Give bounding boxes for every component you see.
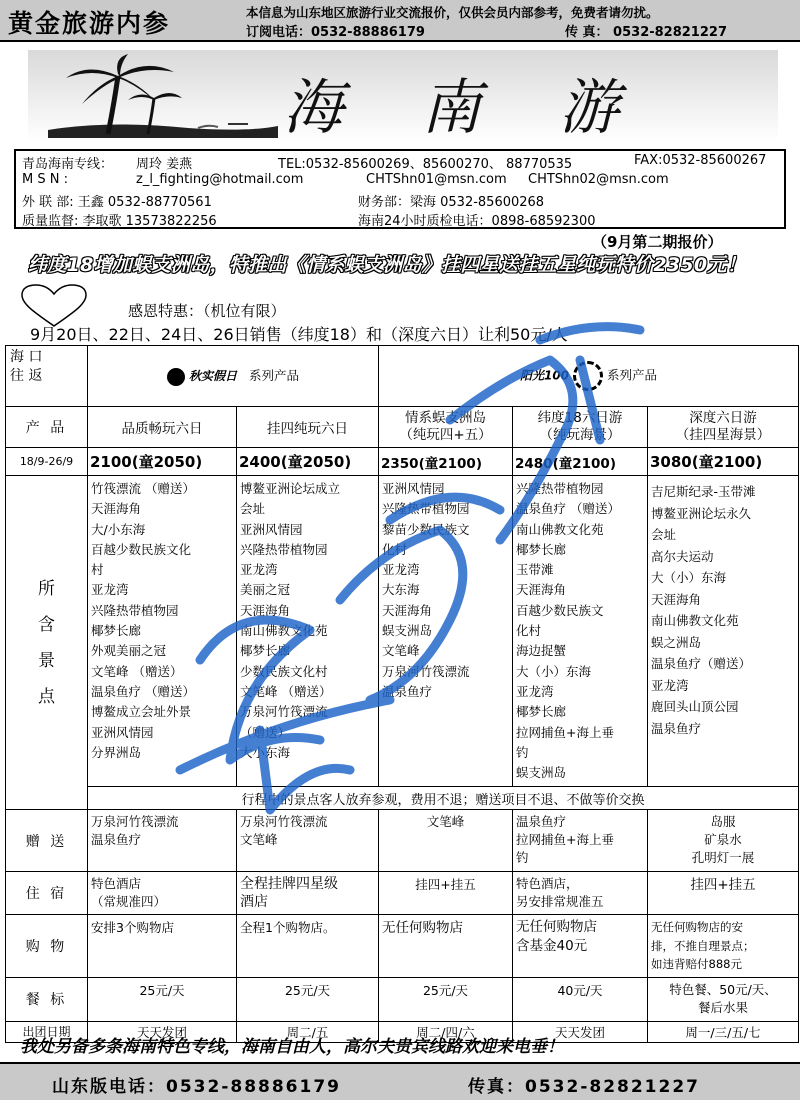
list-item: 文笔峰 （赠送） [240,683,332,699]
list-item: 亚洲风情园 [240,521,303,537]
list-item: 博鳌亚洲论坛永久 [651,505,752,521]
list-item: 特色酒店， [516,876,579,892]
list-item: 特色酒店 [91,876,142,892]
list-item: 安排3个购物店 [91,920,174,936]
spots-row [6,476,799,787]
list-item: 大东海 [382,582,420,598]
depart-cell: 周一/三/五/七 [648,1021,799,1042]
product-label: 产 品 [6,407,88,448]
list-item: 天涯海角 [240,602,291,618]
product-name: 挂四纯玩六日 [237,407,379,448]
spots-list [648,476,799,787]
msn-address-3[interactable]: CHTShn02@msn.com [528,172,669,187]
gift-list [88,810,237,872]
list-item: 全程1个购物店。 [240,920,336,936]
list-item: 全程挂牌四星级 [240,876,338,893]
list-item: （常规准四） [91,894,167,910]
list-item: 亚龙湾 [651,677,689,693]
list-item: 拉网捕鱼+海上垂 [516,724,614,740]
list-item: 文笔峰 [426,814,465,830]
brand-title: 黄金旅游内参 [8,9,171,38]
list-item: 岛服 [710,814,736,830]
depart-label: 出团日期 [6,1021,88,1042]
list-item: 博鳌亚洲论坛成立 [240,481,341,496]
spots-list [88,476,237,787]
shop-list [237,915,379,978]
list-item: 温泉鱼疗 [382,683,433,699]
list-item: 天涯海角 [91,501,142,517]
gift-list [237,810,379,872]
contact-fax: FAX:0532-85600267 [634,153,767,168]
list-item: 文笔峰 [382,643,420,659]
price-table [5,345,799,1043]
list-item: 南山佛教文化苑 [516,521,604,537]
list-item: 大小东海 [240,744,291,760]
spots-list [513,476,648,787]
list-item: 鹿回头山顶公园 [651,699,739,714]
contact-line-label: 青岛海南专线： [22,157,114,172]
list-item: 吉尼斯纪录-玉带滩 [651,484,756,499]
list-item: 椰梦长廊 [240,643,291,659]
footer-fax: 传真：0532-82821227 [468,1077,700,1097]
depart-cell: 周二/五 [237,1021,379,1042]
list-item: 玉带滩 [516,562,554,578]
list-item: 化村 [516,623,542,639]
list-item: 文笔峰 （赠送） [91,663,183,679]
list-item: 温泉鱼疗 （赠送） [516,501,620,517]
footer-slogan: 我处另备多条海南特色专线，海南自由人，高尔夫贵宾线路欢迎来电垂！ [20,1037,564,1057]
list-item: 拉网捕鱼+海上垂 [516,832,614,848]
shop-list [648,915,799,978]
list-item: 25元/天 [139,982,185,998]
list-item: 排，不推自理景点； [651,938,755,953]
spots-list [237,476,379,787]
list-item: 酒店 [240,894,268,911]
list-item: 高尔夫运动 [651,548,714,564]
list-item: 含基金40元 [516,938,588,955]
list-item: 百越少数民族文 [516,602,604,618]
spots-note: 行程中的景点客人放弃参观，费用不退；赠送项目不退、不做等价交换 [88,787,799,810]
list-item: 少数民族文化村 [240,663,328,679]
header-notice: 本信息为山东地区旅游行业交流报价，仅供会员内部参考，免费者请勿扰。 [246,5,659,20]
footer-bar [0,1062,800,1100]
price-cell: 2350(童2100) [379,448,513,476]
list-item: 博鳌成立会址外景 [91,704,192,720]
list-item: 竹筏漂流 （赠送） [91,481,195,496]
list-item: 椰梦长廊 [516,704,567,720]
list-item: 大（小）东海 [651,570,727,585]
contact-names: 周玲 姜燕 [136,157,193,172]
depart-cell: 天天发团 [513,1021,648,1042]
footer-phone: 山东版电话：0532-88886179 [52,1077,341,1097]
list-item: 美丽之冠 [240,582,291,598]
series-right-suffix: 系列产品 [607,367,658,383]
meal-list [648,977,799,1021]
list-item: 温泉鱼疗（赠送） [651,656,752,671]
spots-label-char: 景 [38,650,55,671]
meal-list [88,977,237,1021]
msn-address-1[interactable]: z_l_fighting@hotmail.com [136,172,304,187]
list-item: 温泉鱼疗 [516,814,567,830]
liaison-dept: 外 联 部: 王鑫 0532-88770561 [22,195,212,210]
gift-list [648,810,799,872]
header-strip [0,0,800,42]
list-item: 海边捉蟹 [516,643,567,659]
list-item: 万泉河竹筏漂流 [240,814,328,830]
banner-title: 海南游 [283,73,697,143]
list-item: 挂四+挂五 [415,877,476,893]
series-right [379,346,799,407]
product-name: 深度六日游 （挂四星海景） [648,407,799,448]
list-item: 大（小）东海 [516,663,592,679]
list-item: 万泉河竹筏漂流 [382,663,470,679]
contact-tel: TEL:0532-85600269、85600270、 88770535 [278,157,573,172]
spots-label [6,476,88,810]
list-item: 百越少数民族文化 [91,541,192,557]
gift-row [6,810,799,872]
list-item: 天涯海角 [382,602,433,618]
hotel-list [237,872,379,915]
list-item: 蜈之洲岛 [651,634,702,650]
list-item: 25元/天 [422,982,469,998]
price-row [6,448,799,476]
gift-list [513,810,648,872]
sunburst-logo-icon [573,361,603,391]
shop-label: 购 物 [6,915,88,978]
depart-cell: 周二/四/六 [379,1021,513,1042]
shop-list [379,915,513,978]
list-item: 温泉鱼疗 [91,832,142,848]
product-name: 纬度18六日游 （纯玩海景） [513,407,648,448]
list-item: 大/小东海 [91,521,146,537]
list-item: 兴隆热带植物园 [91,602,179,618]
spots-label-char: 含 [38,614,55,635]
list-item: 亚洲风情园 [382,481,445,496]
hotel-label: 住 宿 [6,872,88,915]
list-item: 外观美丽之冠 [91,643,167,659]
list-item: 万泉河竹筏漂流 [91,814,179,830]
list-item: 无任何购物店 [516,919,597,936]
list-item: 亚龙湾 [382,562,420,578]
meal-list [237,977,379,1021]
list-item: 天涯海角 [516,582,567,598]
list-item: 万泉河竹筏漂流 [240,704,328,720]
list-item: 钓 [516,850,529,866]
list-item: 亚龙湾 [516,683,554,699]
list-item: 椰梦长廊 [516,541,567,557]
product-row [6,407,799,448]
hotel-list [513,872,648,915]
list-item: 化村 [382,541,408,557]
product-name: 品质畅玩六日 [88,407,237,448]
price-period: （9月第二期报价） [592,233,723,251]
meal-label: 餐 标 [6,977,88,1021]
series-left-suffix: 系列产品 [248,368,299,384]
promo-headline: 纬度18增加蜈支洲岛，特推出《情系蜈支洲岛》挂四星送挂五星纯玩特价2350元！ [28,254,747,276]
meal-row [6,977,799,1021]
list-item: 天涯海角 [651,591,702,607]
list-item: 亚龙湾 [91,582,129,598]
price-cell: 3080(童2100) [648,448,799,476]
shop-list [88,915,237,978]
header-fax: 传 真： 0532-82821227 [565,25,727,40]
msn-address-2[interactable]: CHTShn01@msn.com [366,172,507,187]
shop-list [513,915,648,978]
series-right-logo: 阳光100 [519,368,570,383]
list-item: 无任何购物店的安 [651,920,743,935]
meal-list [379,977,513,1021]
sun-logo-icon [167,368,185,386]
quality-hotline: 海南24小时质检电话：0898-68592300 [358,214,596,229]
list-item: 餐后水果 [697,999,748,1015]
list-item: 黎苗少数民族文 [382,521,470,537]
list-item: 兴隆热带植物园 [240,541,328,557]
product-name: 情系蜈支洲岛 （纯玩四+五） [379,407,513,448]
subscribe-phone: 订阅电话：0532-88886179 [246,25,425,40]
spots-list [379,476,513,787]
list-item: 温泉鱼疗 （赠送） [91,683,195,699]
depart-cell: 天天发团 [88,1021,237,1042]
shop-row [6,915,799,978]
msn-label: M S N : [22,172,68,187]
list-item: 蜈支洲岛 [516,765,567,781]
contact-box [14,149,786,229]
spots-label-char: 点 [38,686,55,707]
series-left [88,346,379,407]
route-cell [6,346,88,407]
hotel-list [88,872,237,915]
list-item: 亚龙湾 [240,562,278,578]
list-item: 挂四+挂五 [690,877,756,894]
spots-note-row [6,787,799,810]
list-item: （赠送） [240,724,291,740]
list-item: 矿泉水 [704,832,742,848]
palm-tree-icon [48,54,278,138]
list-item: 孔明灯一展 [691,850,755,866]
list-item: 文笔峰 [240,832,278,848]
date-range: 18/9-26/9 [6,448,88,476]
list-item: 分界洲岛 [91,744,142,760]
list-item: 无任何购物店 [382,920,463,937]
gift-label: 赠 送 [6,810,88,872]
hotel-row [6,872,799,915]
spots-label-char: 所 [38,578,55,599]
list-item: 会址 [240,501,266,517]
list-item: 南山佛教文化苑 [240,623,328,639]
finance-dept: 财务部：梁海 0532-85600268 [358,195,545,210]
list-item: 钓 [516,744,529,760]
list-item: 温泉鱼疗 [651,720,702,736]
list-item: 40元/天 [557,982,603,998]
meal-list [513,977,648,1021]
list-item: 亚洲风情园 [91,724,154,740]
hotel-list [648,872,799,915]
route-line-1: 海 口 [10,349,43,365]
gift-list [379,810,513,872]
list-item: 25元/天 [284,982,331,998]
price-cell: 2400(童2050) [237,448,379,476]
price-cell: 2100(童2050) [88,448,237,476]
list-item: 村 [91,562,104,578]
route-line-2: 往 返 [10,368,43,384]
series-row [6,346,799,407]
thanks-offer: 感恩特惠：（机位有限） [128,302,286,320]
list-item: 另安排常规准五 [516,894,604,910]
list-item: 兴隆热带植物园 [382,501,470,517]
list-item: 特色餐、50元/天、 [669,981,777,997]
list-item: 蜈支洲岛 [382,623,433,639]
hotel-list [379,872,513,915]
list-item: 椰梦长廊 [91,623,142,639]
list-item: 南山佛教文化苑 [651,613,739,628]
sale-dates: 9月20日、22日、24日、26日销售（纬度18）和（深度六日）让利50元/人 [30,325,568,344]
price-cell: 2480(童2100) [513,448,648,476]
quality-supervision: 质量监督: 李取歌 13573822256 [22,214,217,229]
list-item: 如违背赔付888元 [651,957,742,972]
list-item: 会址 [651,527,677,542]
banner [28,50,778,142]
list-item: 兴隆热带植物园 [516,481,604,496]
series-left-logo: 秋实假日 [189,369,238,384]
